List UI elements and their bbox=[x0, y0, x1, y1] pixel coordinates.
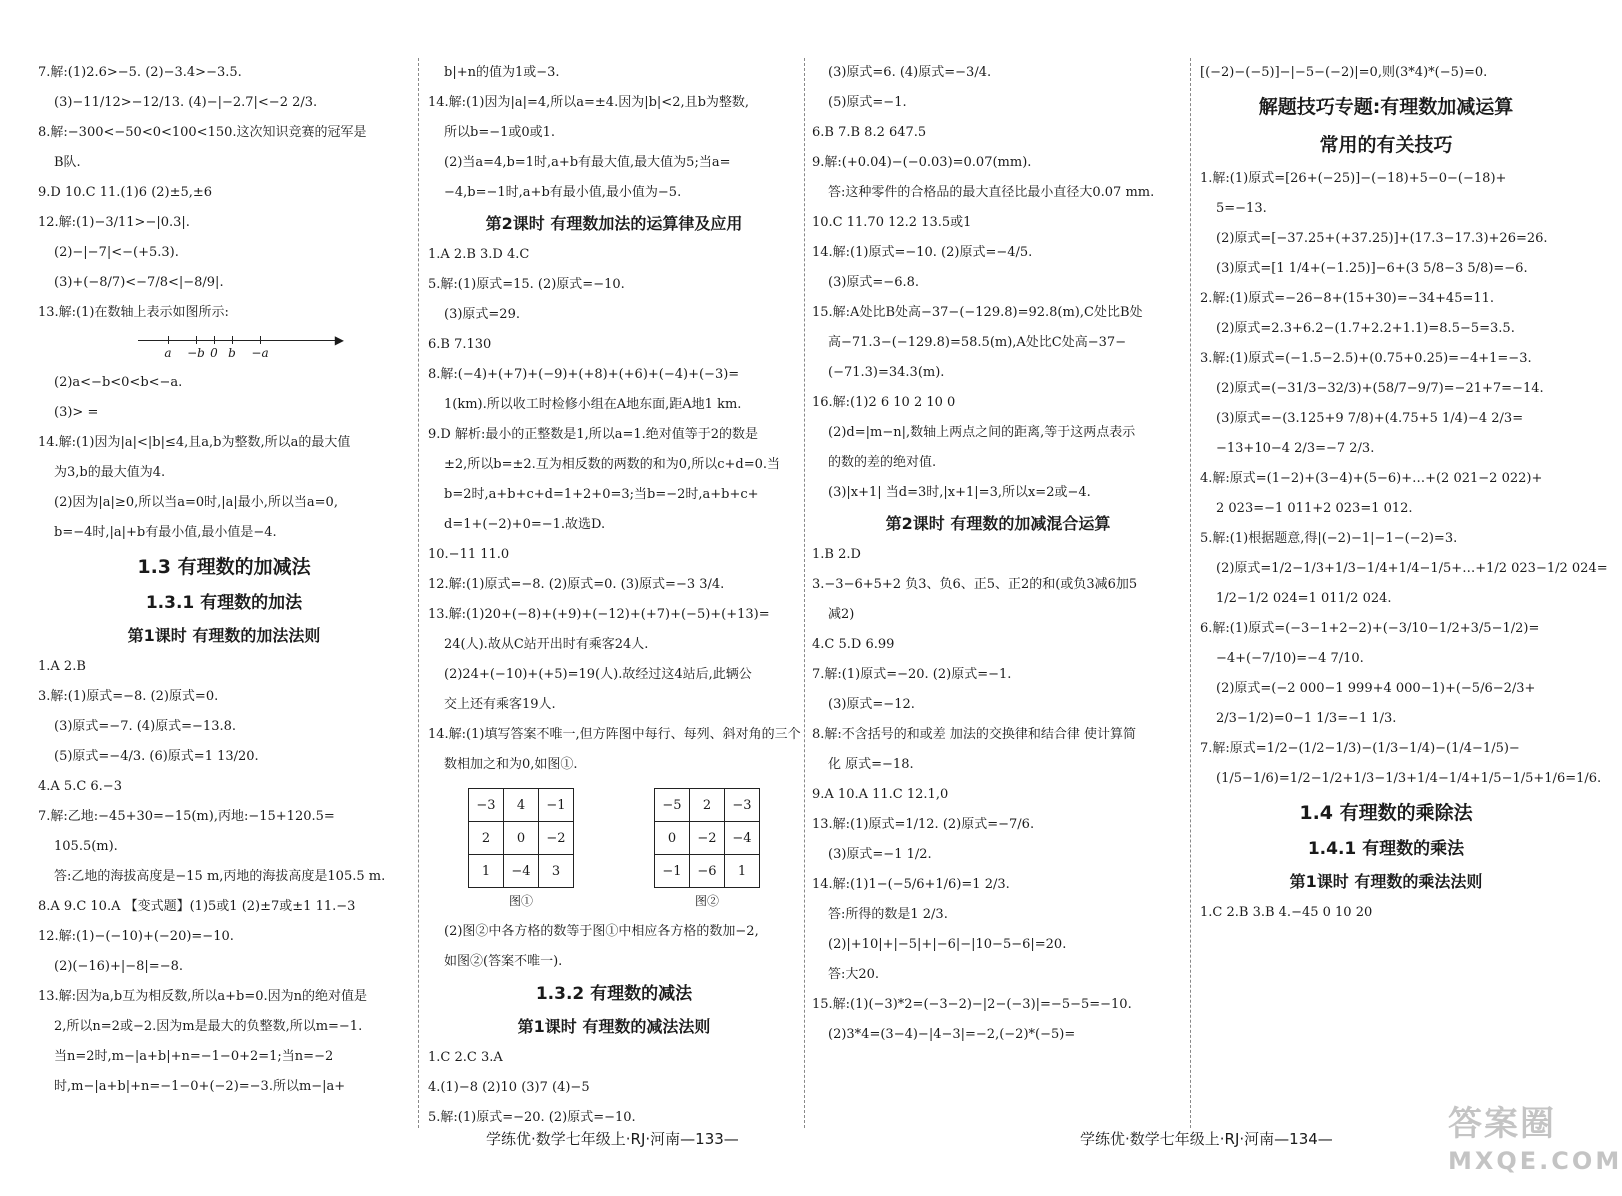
arrow-right-icon: ▶ bbox=[334, 333, 344, 347]
answer-line: 时,m−|a+b|+n=−1−0+(−2)=−3.所以m−|a+ bbox=[54, 1079, 346, 1094]
grid-cell: −1 bbox=[539, 789, 574, 822]
number-line-tick bbox=[214, 336, 215, 344]
answer-line: 为3,b的最大值为4. bbox=[54, 465, 166, 480]
answer-line: 4.C 5.D 6.99 bbox=[812, 637, 895, 652]
answer-line: (2)a<−b<0<b<−a. bbox=[54, 375, 183, 390]
magic-square-grid bbox=[654, 788, 760, 888]
answer-line: (2)原式=2.3+6.2−(1.7+2.2+1.1)=8.5−5=3.5. bbox=[1216, 321, 1515, 336]
subsection-heading: 1.3.2 有理数的减法 bbox=[535, 984, 693, 1004]
answer-line: 12.解:(1)−(−10)+(−20)=−10. bbox=[38, 929, 234, 944]
answer-line: (2)当a=4,b=1时,a+b有最大值,最大值为5;当a= bbox=[444, 155, 731, 170]
section-heading: 常用的有关技巧 bbox=[1319, 134, 1453, 156]
answer-line: 3.−3−6+5+2 负3、负6、正5、正2的和(或负3减6加5 bbox=[812, 577, 1138, 592]
answer-line: 105.5(m). bbox=[54, 839, 118, 854]
answer-line: 8.解:−300<−50<0<100<150.这次知识竞赛的冠军是 bbox=[38, 125, 367, 140]
answer-line: 数相加之和为0,如图①. bbox=[444, 757, 578, 772]
answer-line: 7.解:(1)原式=−20. (2)原式=−1. bbox=[812, 667, 1012, 682]
answer-line: 5.解:(1)根据题意,得|(−2)−1|−1−(−2)=3. bbox=[1200, 531, 1458, 546]
answer-line: 8.A 9.C 10.A 【变式题】(1)5或1 (2)±7或±1 11.−3 bbox=[38, 899, 356, 914]
answer-line: 13.解:(1)原式=1/12. (2)原式=−7/6. bbox=[812, 817, 1035, 832]
answer-line: 1.解:(1)原式=[26+(−25)]−(−18)+5−0−(−18)+ bbox=[1200, 171, 1507, 186]
answer-line: 10.C 11.70 12.2 13.5或1 bbox=[812, 215, 972, 230]
answer-line: B队. bbox=[54, 155, 81, 170]
grid-cell: 4 bbox=[504, 789, 539, 822]
answer-line: −13+10−4 2/3=−7 2/3. bbox=[1216, 441, 1375, 456]
column-divider bbox=[1190, 58, 1191, 1128]
answer-line: (3)原式=6. (4)原式=−3/4. bbox=[828, 65, 992, 80]
answer-line: (3)−11/12>−12/13. (4)−|−2.7|<−2 2/3. bbox=[54, 95, 318, 110]
answer-line: 所以b=−1或0或1. bbox=[444, 125, 556, 140]
answer-line: 14.解:(1)原式=−10. (2)原式=−4/5. bbox=[812, 245, 1033, 260]
answer-line: (2)(−16)+|−8|=−8. bbox=[54, 959, 183, 974]
answer-line: 1.B 2.D bbox=[812, 547, 861, 562]
answer-line: 4.(1)−8 (2)10 (3)7 (4)−5 bbox=[428, 1080, 590, 1095]
answer-line: (2)−|−7|<−(+5.3). bbox=[54, 245, 179, 260]
answer-line: 12.解:(1)原式=−8. (2)原式=0. (3)原式=−3 3/4. bbox=[428, 577, 725, 592]
grid-cell: −1 bbox=[655, 855, 690, 888]
grid-cell: −3 bbox=[469, 789, 504, 822]
grid-cell: −3 bbox=[725, 789, 760, 822]
answer-line: 9.A 10.A 11.C 12.1,0 bbox=[812, 787, 949, 802]
answer-line: (2)原式=(−31/3−32/3)+(58/7−9/7)=−21+7=−14. bbox=[1216, 381, 1544, 396]
answer-line: (2)3*4=(3−4)−|4−3|=−2,(−2)*(−5)= bbox=[828, 1027, 1076, 1042]
answer-line: 16.解:(1)2 6 10 2 10 0 bbox=[812, 395, 956, 410]
number-line-label: a bbox=[164, 346, 172, 360]
answer-line: 8.解:不含括号的和或差 加法的交换律和结合律 使计算简 bbox=[812, 727, 1137, 742]
answer-line: −4+(−7/10)=−4 7/10. bbox=[1216, 651, 1364, 666]
answer-line: (3)> = bbox=[54, 405, 99, 420]
answer-column-4 bbox=[1200, 58, 1608, 928]
answer-line: 2 023=−1 011+2 023=1 012. bbox=[1216, 501, 1413, 516]
answer-line: (5)原式=−4/3. (6)原式=1 13/20. bbox=[54, 749, 259, 764]
answer-line: (2)原式=(−2 000−1 999+4 000−1)+(−5/6−2/3+ bbox=[1216, 681, 1536, 696]
lesson-heading: 第1课时 有理数的加法法则 bbox=[127, 626, 321, 645]
number-line-label: −a bbox=[251, 346, 269, 360]
number-line-label: b bbox=[228, 346, 236, 360]
answer-line: 1(km).所以收工时检修小组在A地东面,距A地1 km. bbox=[444, 397, 742, 412]
answer-line: (2)原式=1/2−1/3+1/3−1/4+1/4−1/5+…+1/2 023−1/2 024= bbox=[1216, 561, 1608, 576]
answer-line: (3)原式=−(3.125+9 7/8)+(4.75+5 1/4)−4 2/3= bbox=[1216, 411, 1524, 426]
answer-line: 高−71.3−(−129.8)=58.5(m),A处比C处高−37− bbox=[828, 335, 1127, 350]
answer-line: b=2时,a+b+c+d=1+2+0=3;当b=−2时,a+b+c+ bbox=[444, 487, 759, 502]
answer-line: 14.解:(1)填写答案不唯一,但方阵图中每行、每列、斜对角的三个 bbox=[428, 727, 801, 742]
grid-cell: −5 bbox=[655, 789, 690, 822]
answer-line: d=1+(−2)+0=−1.故选D. bbox=[444, 517, 606, 532]
answer-line: 14.解:(1)1−(−5/6+1/6)=1 2/3. bbox=[812, 877, 1010, 892]
watermark-text: 答案圈 bbox=[1448, 1104, 1556, 1144]
answer-line: (2)24+(−10)+(+5)=19(人).故经过这4站后,此辆公 bbox=[444, 667, 752, 682]
answer-line: 24(人).故从C站开出时有乘客24人. bbox=[444, 637, 649, 652]
grid-cell: −4 bbox=[504, 855, 539, 888]
answer-line: 6.B 7.B 8.2 647.5 bbox=[812, 125, 927, 140]
answer-line: (3)+(−8/7)<−7/8<|−8/9|. bbox=[54, 275, 224, 290]
number-line-label: 0 bbox=[210, 346, 218, 360]
grid-cell: 0 bbox=[655, 822, 690, 855]
answer-line: (2)d=|m−n|,数轴上两点之间的距离,等于这两点表示 bbox=[828, 425, 1136, 440]
answer-line: 3.解:(1)原式=−8. (2)原式=0. bbox=[38, 689, 219, 704]
section-heading: 解题技巧专题:有理数加减运算 bbox=[1258, 96, 1514, 118]
answer-line: 6.解:(1)原式=(−3−1+2−2)+(−3/10−1/2+3/5−1/2)= bbox=[1200, 621, 1540, 636]
grid-cell: 1 bbox=[725, 855, 760, 888]
watermark-logo bbox=[1448, 1102, 1622, 1188]
answer-line: 答:这种零件的合格品的最大直径比最小直径大0.07 mm. bbox=[828, 185, 1155, 200]
answer-line: 9.D 解析:最小的正整数是1,所以a=1.绝对值等于2的数是 bbox=[428, 427, 759, 442]
grid-cell: 3 bbox=[539, 855, 574, 888]
answer-line: (2)图②中各方格的数等于图①中相应各方格的数加−2, bbox=[444, 924, 759, 939]
grid-cell: 2 bbox=[469, 822, 504, 855]
section-heading: 1.3 有理数的加减法 bbox=[137, 556, 311, 578]
answer-line: ±2,所以b=±2.互为相反数的两数的和为0,所以c+d=0.当 bbox=[444, 457, 781, 472]
answer-line: (3)原式=[1 1/4+(−1.25)]−6+(3 5/8−3 5/8)=−6. bbox=[1216, 261, 1528, 276]
subsection-heading: 1.3.1 有理数的加法 bbox=[145, 593, 303, 613]
answer-column-2 bbox=[428, 58, 800, 1133]
answer-line: (5)原式=−1. bbox=[828, 95, 907, 110]
answer-line: 13.解:(1)在数轴上表示如图所示: bbox=[38, 305, 229, 320]
number-line-label: −b bbox=[187, 346, 205, 360]
answer-line: 8.解:(−4)+(+7)+(−9)+(+8)+(+6)+(−4)+(−3)= bbox=[428, 367, 740, 382]
page-footer-right: 学练优·数学七年级上·RJ·河南—134— bbox=[1080, 1130, 1333, 1148]
answer-line: b|+n的值为1或−3. bbox=[444, 65, 560, 80]
magic-square-figures bbox=[428, 788, 800, 909]
answer-line: 5.解:(1)原式=−20. (2)原式=−10. bbox=[428, 1110, 636, 1125]
grid-cell: −2 bbox=[539, 822, 574, 855]
subsection-heading: 1.4.1 有理数的乘法 bbox=[1307, 839, 1465, 859]
answer-line: (3)|x+1| 当d=3时,|x+1|=3,所以x=2或−4. bbox=[828, 485, 1091, 500]
answer-line: 交上还有乘客19人. bbox=[444, 697, 556, 712]
number-line-tick bbox=[260, 336, 261, 344]
number-line-tick bbox=[196, 336, 197, 344]
answer-line: 2,所以n=2或−2.因为m是最大的负整数,所以m=−1. bbox=[54, 1019, 363, 1034]
answer-line: (−71.3)=34.3(m). bbox=[828, 365, 945, 380]
answer-line: 7.解:乙地:−45+30=−15(m),丙地:−15+120.5= bbox=[38, 809, 335, 824]
answer-line: 13.解:因为a,b互为相反数,所以a+b=0.因为n的绝对值是 bbox=[38, 989, 368, 1004]
answer-line: 5.解:(1)原式=15. (2)原式=−10. bbox=[428, 277, 625, 292]
lesson-heading: 第2课时 有理数的加减混合运算 bbox=[885, 514, 1111, 533]
answer-line: 15.解:(1)(−3)*2=(−3−2)−|2−(−3)|=−5−5=−10. bbox=[812, 997, 1132, 1012]
answer-line: 答:乙地的海拔高度是−15 m,丙地的海拔高度是105.5 m. bbox=[54, 869, 386, 884]
answer-line: 的数的差的绝对值. bbox=[828, 455, 937, 470]
grid-cell: 2 bbox=[690, 789, 725, 822]
lesson-heading: 第1课时 有理数的乘法法则 bbox=[1289, 872, 1483, 891]
answer-line: 12.解:(1)−3/11>−|0.3|. bbox=[38, 215, 190, 230]
answer-line: 1.C 2.B 3.B 4.−45 0 10 20 bbox=[1200, 905, 1373, 920]
grid-cell: 1 bbox=[469, 855, 504, 888]
answer-line: 13.解:(1)20+(−8)+(+9)+(−12)+(+7)+(−5)+(+13)= bbox=[428, 607, 770, 622]
answer-line: 10.−11 11.0 bbox=[428, 547, 510, 562]
answer-line: 9.D 10.C 11.(1)6 (2)±5,±6 bbox=[38, 185, 213, 200]
answer-line: 5=−13. bbox=[1216, 201, 1267, 216]
answer-line: (3)原式=−12. bbox=[828, 697, 915, 712]
grid-cell: −2 bbox=[690, 822, 725, 855]
number-line-figure bbox=[138, 328, 344, 368]
answer-line: 化 原式=−18. bbox=[828, 757, 914, 772]
answer-line: 4.解:原式=(1−2)+(3−4)+(5−6)+…+(2 021−2 022)+ bbox=[1200, 471, 1543, 486]
answer-line: 7.解:(1)2.6>−5. (2)−3.4>−3.5. bbox=[38, 65, 242, 80]
answer-column-1 bbox=[38, 58, 410, 1102]
answer-line: 6.B 7.130 bbox=[428, 337, 492, 352]
answer-line: (2)原式=[−37.25+(+37.25)]+(17.3−17.3)+26=26. bbox=[1216, 231, 1548, 246]
answer-line: 9.解:(+0.04)−(−0.03)=0.07(mm). bbox=[812, 155, 1032, 170]
lesson-heading: 第1课时 有理数的减法法则 bbox=[517, 1017, 711, 1036]
grid-cell: −6 bbox=[690, 855, 725, 888]
answer-line: 1.A 2.B bbox=[38, 659, 86, 674]
answer-line: (3)原式=29. bbox=[444, 307, 520, 322]
grid-cell: −4 bbox=[725, 822, 760, 855]
answer-line: 1.C 2.C 3.A bbox=[428, 1050, 503, 1065]
column-divider bbox=[418, 58, 419, 1128]
answer-line: 1/2−1/2 024=1 011/2 024. bbox=[1216, 591, 1392, 606]
section-heading: 1.4 有理数的乘除法 bbox=[1299, 802, 1473, 824]
column-divider bbox=[804, 58, 805, 1128]
answer-line: 如图②(答案不唯一). bbox=[444, 954, 563, 969]
figure-caption: 图② bbox=[694, 894, 719, 908]
answer-line: (2)因为|a|≥0,所以当a=0时,|a|最小,所以当a=0, bbox=[54, 495, 338, 510]
lesson-heading: 第2课时 有理数加法的运算律及应用 bbox=[485, 214, 743, 233]
answer-line: b=−4时,|a|+b有最小值,最小值是−4. bbox=[54, 525, 277, 540]
answer-line: (1/5−1/6)=1/2−1/2+1/3−1/3+1/4−1/4+1/5−1/5+1/6=1/6. bbox=[1216, 771, 1602, 786]
page-footer-left: 学练优·数学七年级上·RJ·河南—133— bbox=[486, 1130, 739, 1148]
answer-line: 15.解:A处比B处高−37−(−129.8)=92.8(m),C处比B处 bbox=[812, 305, 1143, 320]
answer-line: 答:所得的数是1 2/3. bbox=[828, 907, 948, 922]
answer-line: 减2) bbox=[828, 607, 855, 622]
answer-column-3 bbox=[812, 58, 1184, 1050]
figure-caption: 图① bbox=[508, 894, 533, 908]
answer-line: (3)原式=−7. (4)原式=−13.8. bbox=[54, 719, 237, 734]
answer-line: 4.A 5.C 6.−3 bbox=[38, 779, 122, 794]
answer-line: 2/3−1/2)=0−1 1/3=−1 1/3. bbox=[1216, 711, 1397, 726]
answer-line: (3)原式=−6.8. bbox=[828, 275, 920, 290]
answer-line: 7.解:原式=1/2−(1/2−1/3)−(1/3−1/4)−(1/4−1/5)− bbox=[1200, 741, 1520, 756]
answer-line: 14.解:(1)因为|a|<|b|≤4,且a,b为整数,所以a的最大值 bbox=[38, 435, 351, 450]
answer-line: 3.解:(1)原式=(−1.5−2.5)+(0.75+0.25)=−4+1=−3. bbox=[1200, 351, 1532, 366]
grid-cell: 0 bbox=[504, 822, 539, 855]
magic-square-grid bbox=[468, 788, 574, 888]
number-line-tick bbox=[232, 336, 233, 344]
number-line-tick bbox=[168, 336, 169, 344]
answer-line: 2.解:(1)原式=−26−8+(15+30)=−34+45=11. bbox=[1200, 291, 1495, 306]
figure-2 bbox=[654, 788, 760, 909]
answer-line: (3)原式=−1 1/2. bbox=[828, 847, 932, 862]
watermark-url: MXQE.COM bbox=[1448, 1147, 1622, 1175]
answer-line: 1.A 2.B 3.D 4.C bbox=[428, 247, 530, 262]
answer-line: [(−2)−(−5)]−|−5−(−2)|=0,则(3*4)*(−5)=0. bbox=[1200, 65, 1488, 80]
figure-1 bbox=[468, 788, 574, 909]
answer-line: (2)|+10|+|−5|+|−6|−|10−5−6|=20. bbox=[828, 937, 1067, 952]
answer-line: −4,b=−1时,a+b有最小值,最小值为−5. bbox=[444, 185, 682, 200]
answer-line: 答:大20. bbox=[828, 967, 880, 982]
answer-line: 14.解:(1)因为|a|=4,所以a=±4.因为|b|<2,且b为整数, bbox=[428, 95, 750, 110]
answer-line: 当n=2时,m−|a+b|+n=−1−0+2=1;当n=−2 bbox=[54, 1049, 334, 1064]
